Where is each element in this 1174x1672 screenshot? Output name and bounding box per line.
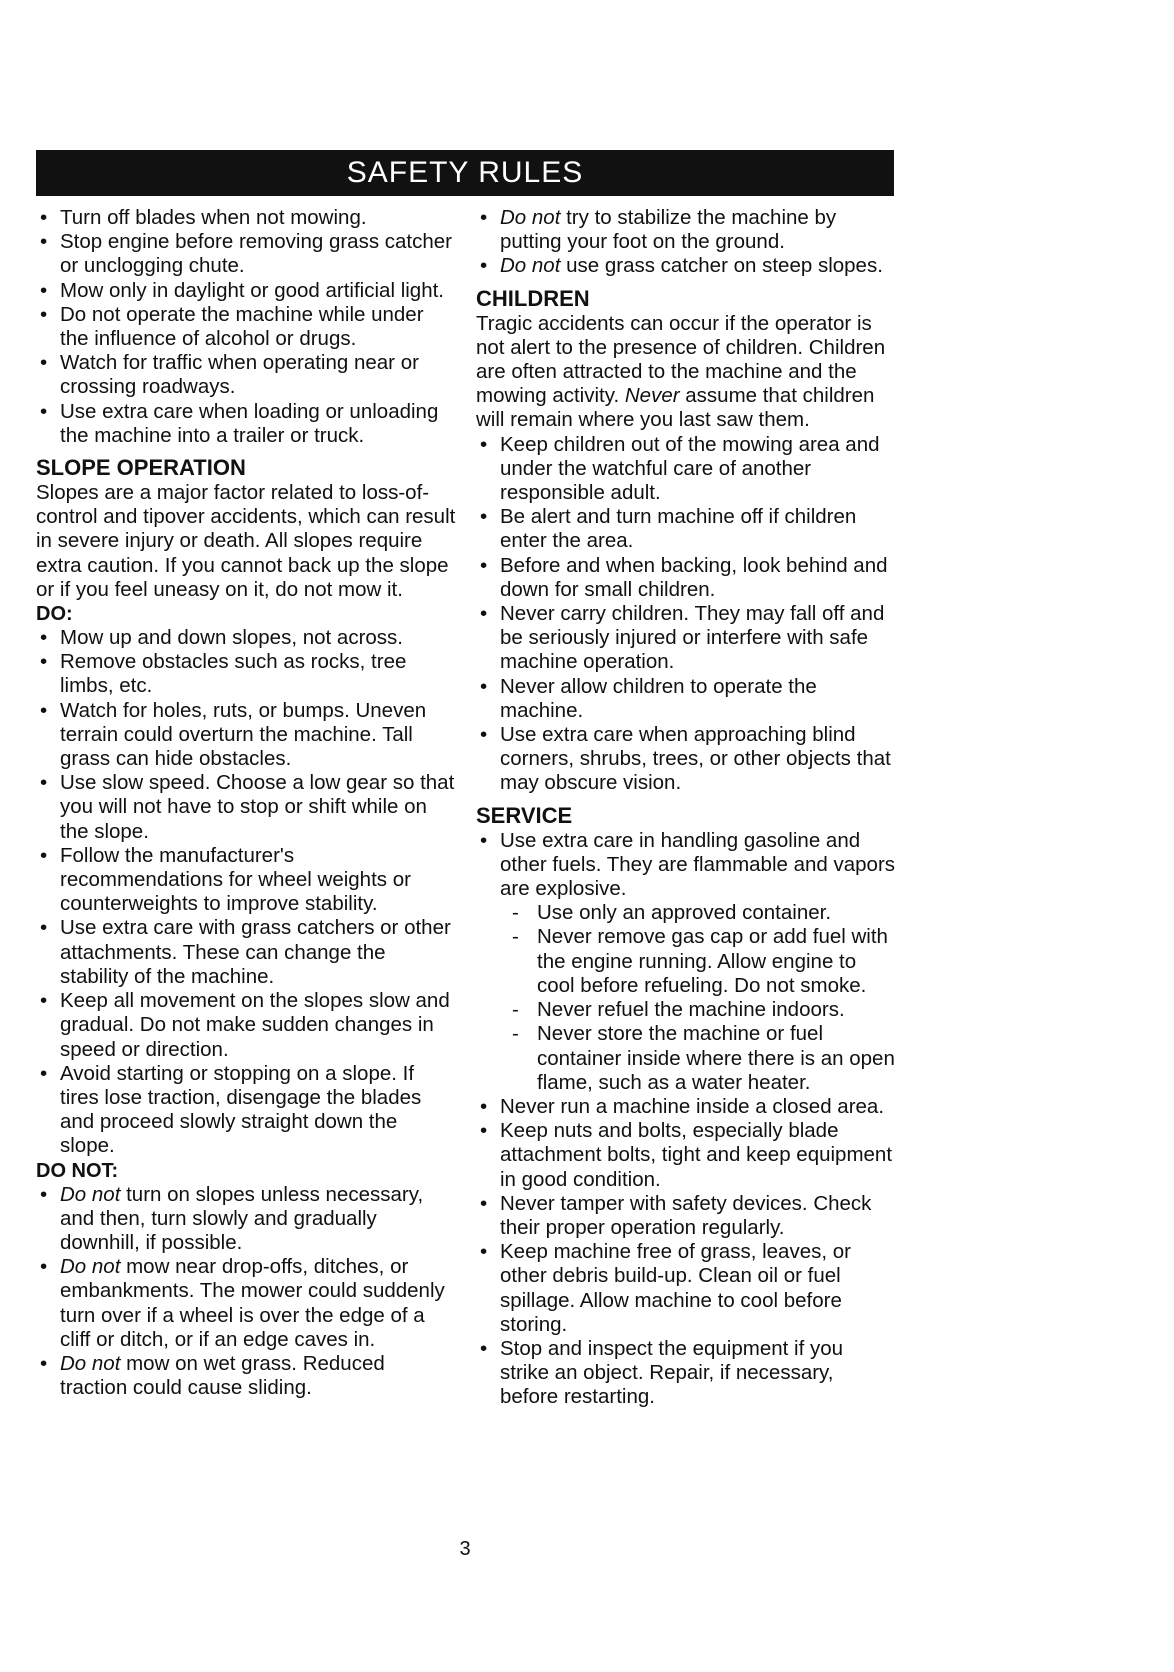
- list-item: • Do not operate the machine while under the influence of alcohol or drugs.: [36, 303, 456, 351]
- item-text: turn on slopes unless necessary, and then, turn slowly and gradually downhill, if possible.: [60, 1182, 424, 1254]
- item-text: mow on wet grass. Reduced traction could cause sliding.: [60, 1351, 385, 1400]
- list-item: • Turn off blades when not mowing.: [36, 206, 456, 230]
- list-item: • Mow only in daylight or good artificial light.: [36, 279, 456, 303]
- list-item: • Use extra care when loading or unloading the machine into a trailer or truck.: [36, 400, 456, 448]
- safety-rules-banner: SAFETY RULES: [36, 150, 894, 196]
- list-item: • Never tamper with safety devices. Check their proper operation regularly.: [476, 1192, 896, 1240]
- list-item: • Use extra care in handling gasoline and other fuels. They are flammable and vapors are explosive.: [476, 829, 896, 902]
- list-item: [476, 254, 896, 278]
- paragraph-text: assume that children will remain where you last saw them.: [476, 384, 875, 432]
- list-item: • Avoid starting or stopping on a slope. If tires lose traction, disengage the blades and proceed slowly straight down the slope.: [36, 1062, 456, 1159]
- emphasis: Never: [624, 384, 680, 408]
- slope-paragraph: Slopes are a major factor related to loss-of-control and tipover accidents, which can result in severe injury or death. All slopes require extra caution. If you cannot back up the slope or if you feel uneasy on it, do not mow it.: [36, 481, 456, 601]
- item-text: try to stabilize the machine by putting your foot on the ground.: [500, 206, 837, 254]
- emphasis: Do not: [500, 206, 561, 229]
- dash-item: - Never refuel the machine indoors.: [476, 998, 896, 1022]
- list-item: [36, 1352, 456, 1400]
- left-column: [36, 206, 456, 1400]
- list-item: • Follow the manufacturer's recommendations for wheel weights or counterweights to improve stability.: [36, 844, 456, 917]
- list-item: • Never carry children. They may fall off and be seriously injured or interfere with safe machine operation.: [476, 602, 896, 675]
- list-item: • Use extra care when approaching blind corners, shrubs, trees, or other objects that may obscure vision.: [476, 723, 896, 796]
- list-item: • Keep all movement on the slopes slow and gradual. Do not make sudden changes in speed or direction.: [36, 989, 456, 1062]
- children-heading: CHILDREN: [476, 285, 590, 311]
- paragraph-text: Tragic accidents can occur if the operator is not alert to the presence of children. Children are often attracted to the machine and the mowing activity.: [476, 311, 886, 408]
- list-item: [476, 206, 896, 254]
- list-item: • Watch for holes, ruts, or bumps. Uneven terrain could overturn the machine. Tall grass can hide obstacles.: [36, 699, 456, 772]
- do-not-heading: DO NOT:: [36, 1159, 119, 1182]
- list-item: [36, 1255, 456, 1352]
- dash-item: - Use only an approved container.: [476, 901, 896, 925]
- list-item: • Use slow speed. Choose a low gear so that you will not have to stop or shift while on the slope.: [36, 771, 456, 844]
- emphasis: Do not: [60, 1351, 121, 1375]
- emphasis: Do not: [60, 1255, 121, 1279]
- list-item: • Stop engine before removing grass catcher or unclogging chute.: [36, 230, 456, 278]
- list-item: • Keep children out of the mowing area and under the watchful care of another responsible adult.: [476, 433, 896, 506]
- children-paragraph: [476, 312, 896, 433]
- dash-item: - Never remove gas cap or add fuel with the engine running. Allow engine to cool before refueling. Do not smoke.: [476, 925, 896, 998]
- list-item: • Keep machine free of grass, leaves, or other debris build-up. Clean oil or fuel spillage. Allow machine to cool before storing.: [476, 1240, 896, 1337]
- list-item: • Never run a machine inside a closed area.: [476, 1095, 896, 1119]
- list-item: • Use extra care with grass catchers or other attachments. These can change the stability of the machine.: [36, 916, 456, 989]
- list-item: • Be alert and turn machine off if children enter the area.: [476, 505, 896, 553]
- list-item: • Before and when backing, look behind and down for small children.: [476, 554, 896, 602]
- emphasis: Do not: [60, 1182, 121, 1206]
- list-item: • Remove obstacles such as rocks, tree limbs, etc.: [36, 650, 456, 698]
- list-item: • Mow up and down slopes, not across.: [36, 626, 456, 650]
- list-item: • Never allow children to operate the machine.: [476, 675, 896, 723]
- item-text: use grass catcher on steep slopes.: [566, 254, 883, 278]
- list-item: • Stop and inspect the equipment if you strike an object. Repair, if necessary, before restarting.: [476, 1337, 896, 1410]
- list-item: • Watch for traffic when operating near or crossing roadways.: [36, 351, 456, 399]
- right-column: [476, 206, 896, 1410]
- do-heading: DO:: [36, 603, 73, 626]
- list-item: • Keep nuts and bolts, especially blade attachment bolts, tight and keep equipment in good condition.: [476, 1119, 896, 1192]
- service-heading: SERVICE: [476, 802, 573, 828]
- emphasis: Do not: [500, 254, 561, 278]
- dash-item: - Never store the machine or fuel container inside where there is an open flame, such as a water heater.: [476, 1022, 896, 1095]
- slope-operation-heading: SLOPE OPERATION: [36, 455, 246, 481]
- item-text: mow near drop-offs, ditches, or embankments. The mower could suddenly turn over if a wheel is over the edge of a cliff or ditch, or if an edge caves in.: [60, 1255, 445, 1351]
- list-item: [36, 1183, 456, 1256]
- page-number: 3: [459, 1538, 471, 1560]
